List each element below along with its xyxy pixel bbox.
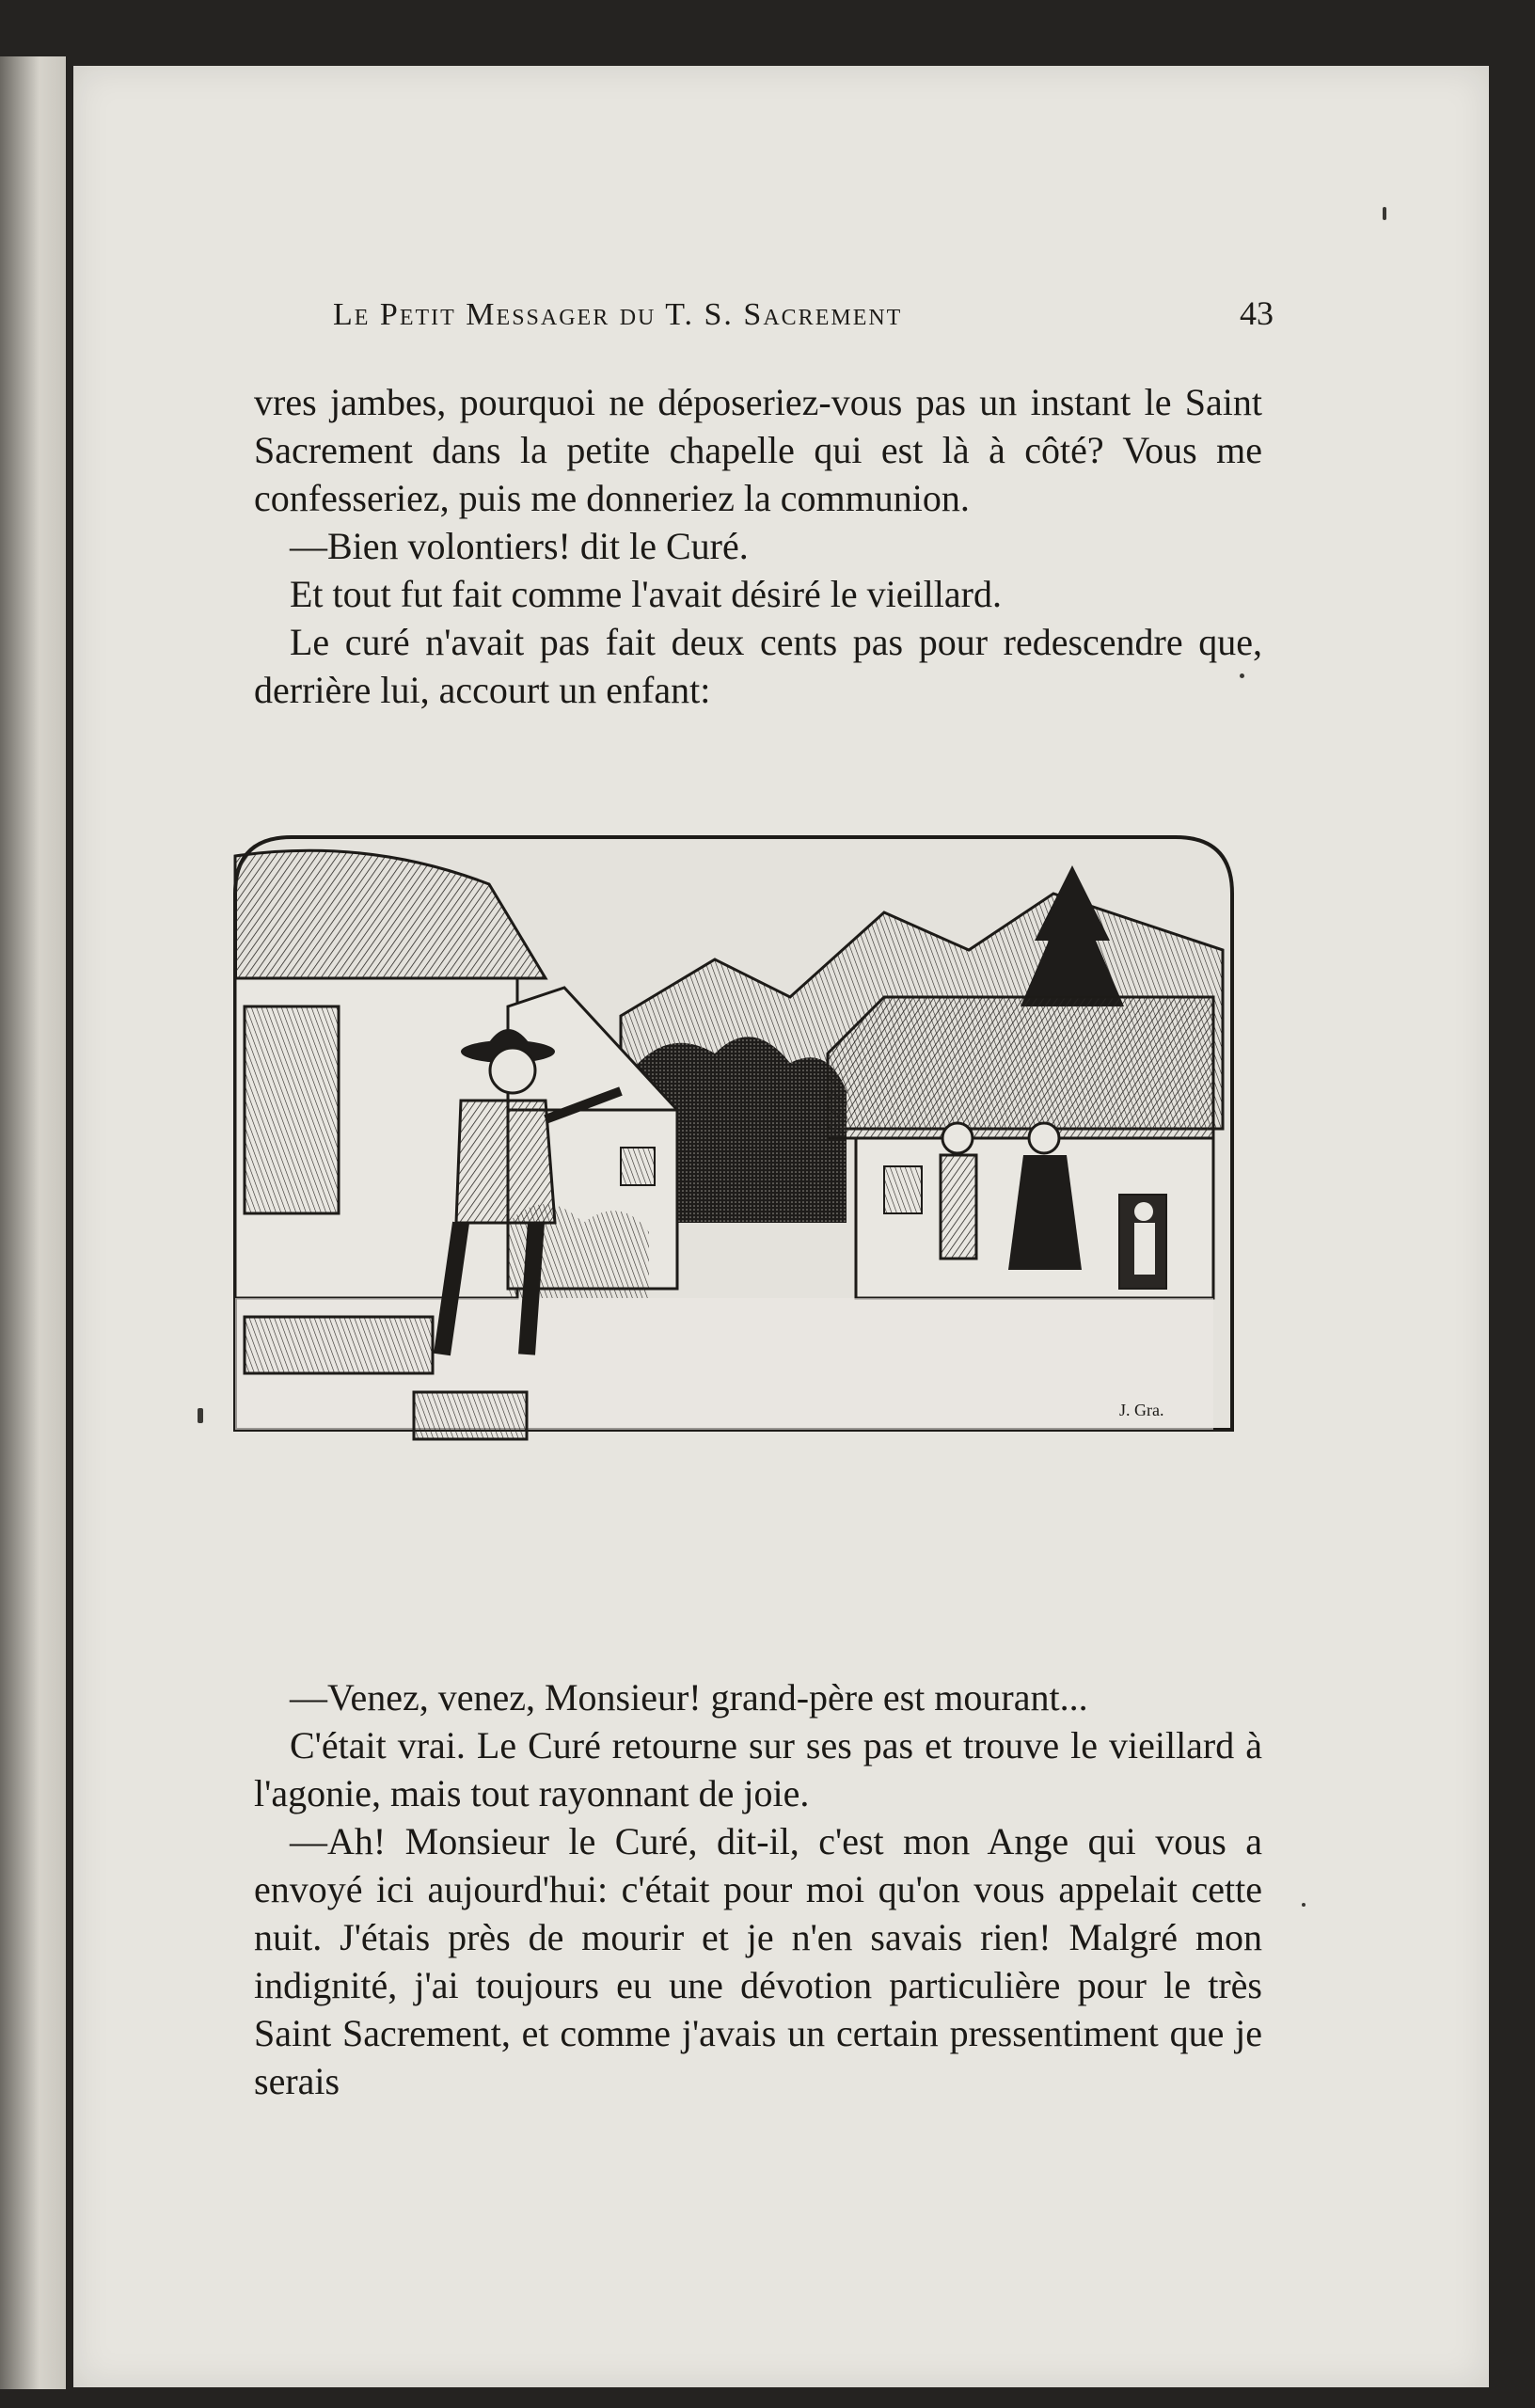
text-block-top: [254, 378, 1262, 714]
paragraph: —Venez, venez, Monsieur! grand-père est mourant...: [290, 1676, 1088, 1719]
artist-signature: J. Gra.: [1119, 1401, 1164, 1419]
village-engraving-illustration: [226, 828, 1243, 1599]
paragraph: —Bien volontiers! dit le Curé.: [290, 525, 749, 567]
page-number: 43: [1240, 294, 1274, 332]
paper-speck: [198, 1408, 203, 1423]
paragraph: —Ah! Monsieur le Curé, dit-il, c'est mon Ange qui vous a envoyé ici aujourd'hui: c'était pour moi qu'on vous appelait cette nuit. J'étais près de mourir et je n'en savais rien! Malgré mon indignité, j'ai toujours eu une dévotion particulière pour le très Saint Sacrement, et comme j'avais un certain pressentiment que je serais: [254, 1820, 1262, 2102]
paragraph: C'était vrai. Le Curé retourne sur ses pas et trouve le vieillard à l'agonie, mais tout rayonnant de joie.: [254, 1724, 1262, 1814]
text-block-bottom: [254, 1673, 1262, 2105]
paragraph: vres jambes, pourquoi ne déposeriez-vous pas un instant le Saint Sacrement dans la petite chapelle qui est là à côté? Vous me confesseriez, puis me donneriez la communion.: [254, 381, 1262, 519]
paper-speck: [1302, 1903, 1306, 1907]
illustration-svg: [226, 828, 1243, 1599]
facing-page-edge: [0, 56, 66, 2389]
paper-speck: [1383, 207, 1386, 220]
paragraph: Le curé n'avait pas fait deux cents pas pour redescendre que, derrière lui, accourt un enfant:: [254, 621, 1262, 711]
paragraph: Et tout fut fait comme l'avait désiré le vieillard.: [290, 573, 1002, 615]
paper-speck: [1240, 673, 1244, 678]
running-title: Le Petit Messager du T. S. Sacrement: [333, 297, 903, 332]
running-header: [333, 293, 1274, 350]
